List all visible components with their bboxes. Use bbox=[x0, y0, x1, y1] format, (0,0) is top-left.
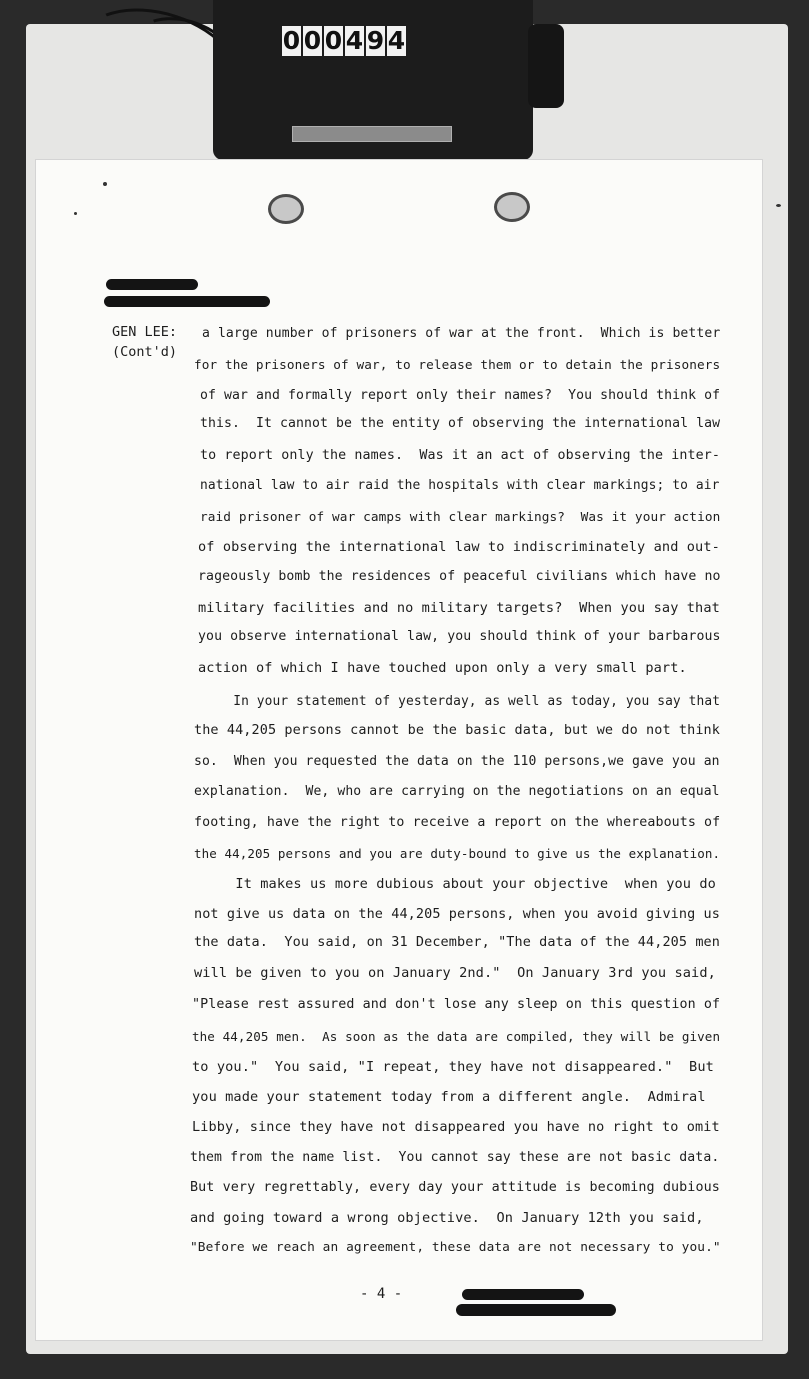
text-line: footing, have the right to receive a report on the whereabouts of bbox=[194, 815, 721, 830]
punch-hole bbox=[494, 192, 530, 222]
text-line: to report only the names. Was it an act of observing the inter- bbox=[200, 448, 720, 463]
speaker-label bbox=[112, 322, 192, 362]
text-line: Libby, since they have not disappeared you have no right to omit bbox=[192, 1119, 720, 1135]
text-line: It makes us more dubious about your objective when you do bbox=[194, 876, 716, 892]
counter-digit: 0 bbox=[303, 26, 322, 55]
counter-digit: 4 bbox=[387, 26, 406, 55]
counter-digit: 0 bbox=[282, 26, 301, 55]
speaker-name: GEN LEE: bbox=[112, 324, 178, 340]
text-line: will be given to you on January 2nd." On January 3rd you said, bbox=[194, 965, 716, 981]
text-line: "Please rest assured and don't lose any sleep on this question of bbox=[192, 997, 721, 1012]
counter-knob bbox=[528, 24, 564, 108]
text-line: you observe international law, you should think of your barbarous bbox=[198, 629, 721, 644]
text-line: a large number of prisoners of war at the front. Which is better bbox=[202, 326, 721, 341]
text-line: you made your statement today from a different angle. Admiral bbox=[192, 1089, 706, 1105]
text-line: for the prisoners of war, to release them or to detain the prisoners bbox=[194, 357, 721, 372]
page-number: - 4 - bbox=[360, 1286, 403, 1302]
text-line: the 44,205 persons and you are duty-bound to give us the explanation. bbox=[194, 846, 721, 861]
counter-plate bbox=[292, 126, 452, 142]
text-line: But very regrettably, every day your attitude is becoming dubious bbox=[190, 1180, 720, 1195]
text-line: In your statement of yesterday, as well as today, you say that bbox=[194, 694, 721, 709]
text-line: the 44,205 persons cannot be the basic data, but we do not think bbox=[194, 722, 720, 738]
text-line: of war and formally report only their names? You should think of bbox=[200, 388, 721, 403]
text-line: the 44,205 men. As soon as the data are compiled, they will be given bbox=[192, 1029, 721, 1044]
text-line: to you." You said, "I repeat, they have not disappeared." But bbox=[192, 1059, 714, 1075]
text-line: them from the name list. You cannot say these are not basic data. bbox=[190, 1150, 720, 1165]
counter-digit: 4 bbox=[345, 26, 364, 55]
text-line: so. When you requested the data on the 110 persons,we gave you an bbox=[194, 754, 720, 769]
speck bbox=[74, 212, 77, 215]
redaction-bar bbox=[106, 279, 198, 290]
redaction-bar bbox=[456, 1304, 616, 1316]
speck bbox=[103, 182, 107, 186]
redaction-bar bbox=[104, 296, 270, 307]
text-line: action of which I have touched upon only a very small part. bbox=[198, 660, 687, 676]
text-line: and going toward a wrong objective. On January 12th you said, bbox=[190, 1210, 704, 1226]
text-line: explanation. We, who are carrying on the negotiations on an equal bbox=[194, 784, 720, 799]
counter-digits bbox=[282, 26, 406, 58]
text-line: the data. You said, on 31 December, "The data of the 44,205 men bbox=[194, 934, 720, 950]
text-line: "Before we reach an agreement, these data are not necessary to you." bbox=[190, 1240, 721, 1255]
speaker-continued: (Cont'd) bbox=[112, 344, 178, 360]
counter-digit: 9 bbox=[366, 26, 385, 55]
counter-digit: 0 bbox=[324, 26, 343, 55]
punch-hole bbox=[268, 194, 304, 224]
speck bbox=[776, 204, 781, 207]
text-line: of observing the international law to indiscriminately and out- bbox=[198, 539, 720, 555]
text-line: not give us data on the 44,205 persons, when you avoid giving us bbox=[194, 906, 720, 922]
redaction-bar bbox=[462, 1289, 584, 1300]
text-line: raid prisoner of war camps with clear markings? Was it your action bbox=[200, 510, 721, 525]
text-line: rageously bomb the residences of peaceful civilians which have no bbox=[198, 569, 721, 584]
text-line: this. It cannot be the entity of observing the international law bbox=[200, 416, 721, 431]
text-line: national law to air raid the hospitals with clear markings; to air bbox=[200, 478, 720, 493]
text-line: military facilities and no military targets? When you say that bbox=[198, 600, 720, 616]
